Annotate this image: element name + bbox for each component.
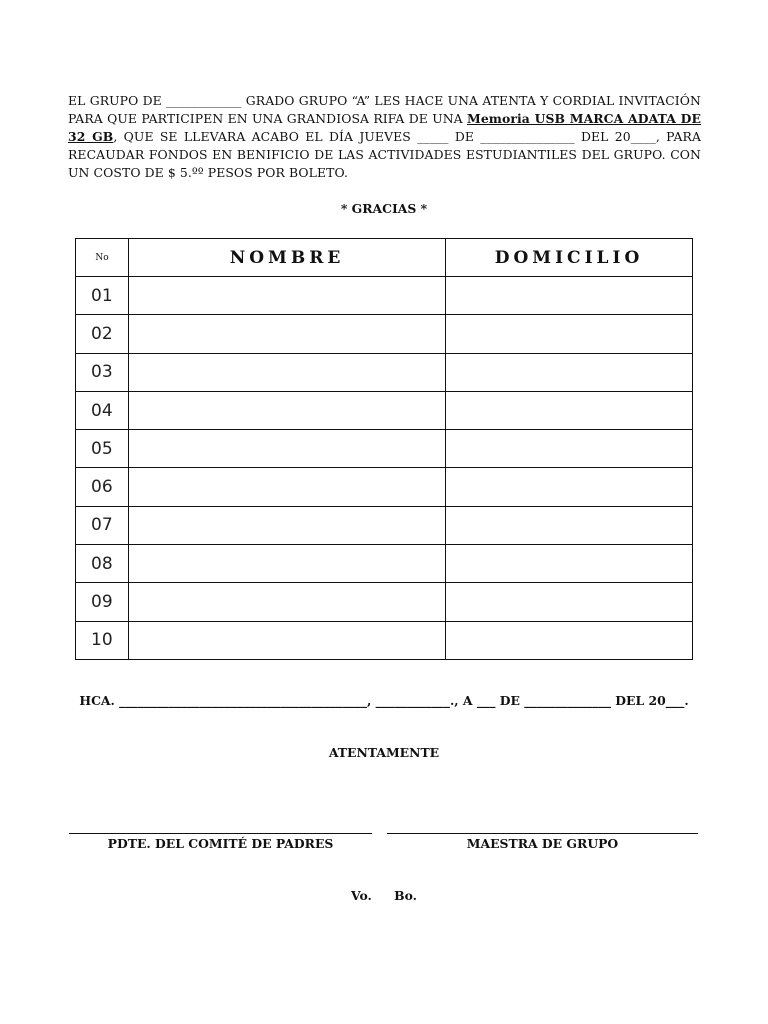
signature-line-right <box>387 833 698 834</box>
table-row <box>76 621 693 659</box>
table-row <box>76 506 693 544</box>
table-header-row <box>76 239 693 277</box>
row-number: 06 <box>76 468 129 506</box>
domicilio-cell[interactable] <box>446 545 693 583</box>
header-domicilio: DOMICILIO <box>446 239 693 277</box>
row-number: 07 <box>76 506 129 544</box>
table-row <box>76 353 693 391</box>
table-row <box>76 545 693 583</box>
nombre-cell[interactable] <box>129 277 446 315</box>
nombre-cell[interactable] <box>129 430 446 468</box>
invitation-text-part1: EL GRUPO DE ____________ GRADO GRUPO “A” LES HACE UNA ATENTA Y CORDIAL INVITACIÓN PARA QUE PARTICIPEN EN UNA GRANDIOSA RIFA DE UNA <box>68 93 701 126</box>
thanks-heading: * GRACIAS * <box>340 201 428 216</box>
domicilio-cell[interactable] <box>446 315 693 353</box>
domicilio-cell[interactable] <box>446 468 693 506</box>
table-row <box>76 583 693 621</box>
table-row <box>76 430 693 468</box>
raffle-table-body <box>76 277 693 660</box>
header-nombre: NOMBRE <box>129 239 446 277</box>
nombre-cell[interactable] <box>129 391 446 429</box>
invitation-paragraph <box>68 92 701 182</box>
signature-label-right: MAESTRA DE GRUPO <box>466 836 619 851</box>
row-number: 02 <box>76 315 129 353</box>
row-number: 08 <box>76 545 129 583</box>
signature-label-left: PDTE. DEL COMITÉ DE PADRES <box>107 836 334 851</box>
closing-text: ATENTAMENTE <box>328 745 440 760</box>
domicilio-cell[interactable] <box>446 277 693 315</box>
prize-text: Memoria USB MARCA ADATA DE 32 GB <box>68 111 701 144</box>
row-number: 03 <box>76 353 129 391</box>
domicilio-cell[interactable] <box>446 621 693 659</box>
row-number: 10 <box>76 621 129 659</box>
table-row <box>76 468 693 506</box>
row-number: 01 <box>76 277 129 315</box>
header-no: No <box>76 239 129 277</box>
row-number: 05 <box>76 430 129 468</box>
nombre-cell[interactable] <box>129 583 446 621</box>
place-date-line: HCA. ________________________________________, ____________., A ___ DE ______________ DEL 20___. <box>79 693 689 708</box>
domicilio-cell[interactable] <box>446 353 693 391</box>
domicilio-cell[interactable] <box>446 391 693 429</box>
approval-label: Vo. Bo. <box>351 888 417 903</box>
nombre-cell[interactable] <box>129 621 446 659</box>
invitation-text-part2: , QUE SE LLEVARA ACABO EL DÍA JUEVES _____ DE _______________ DEL 20____, PARA RECAUDAR FONDOS EN BENIFICIO DE LAS ACTIVIDADES ESTUDIANTILES DEL GRUPO. CON UN COSTO DE $ 5.ºº PESOS POR BOLETO. <box>68 129 701 180</box>
nombre-cell[interactable] <box>129 468 446 506</box>
nombre-cell[interactable] <box>129 315 446 353</box>
table-row <box>76 391 693 429</box>
nombre-cell[interactable] <box>129 506 446 544</box>
nombre-cell[interactable] <box>129 353 446 391</box>
raffle-table <box>75 238 693 660</box>
table-row <box>76 277 693 315</box>
nombre-cell[interactable] <box>129 545 446 583</box>
signature-line-left <box>69 833 372 834</box>
row-number: 09 <box>76 583 129 621</box>
domicilio-cell[interactable] <box>446 583 693 621</box>
table-row <box>76 315 693 353</box>
domicilio-cell[interactable] <box>446 430 693 468</box>
row-number: 04 <box>76 391 129 429</box>
domicilio-cell[interactable] <box>446 506 693 544</box>
